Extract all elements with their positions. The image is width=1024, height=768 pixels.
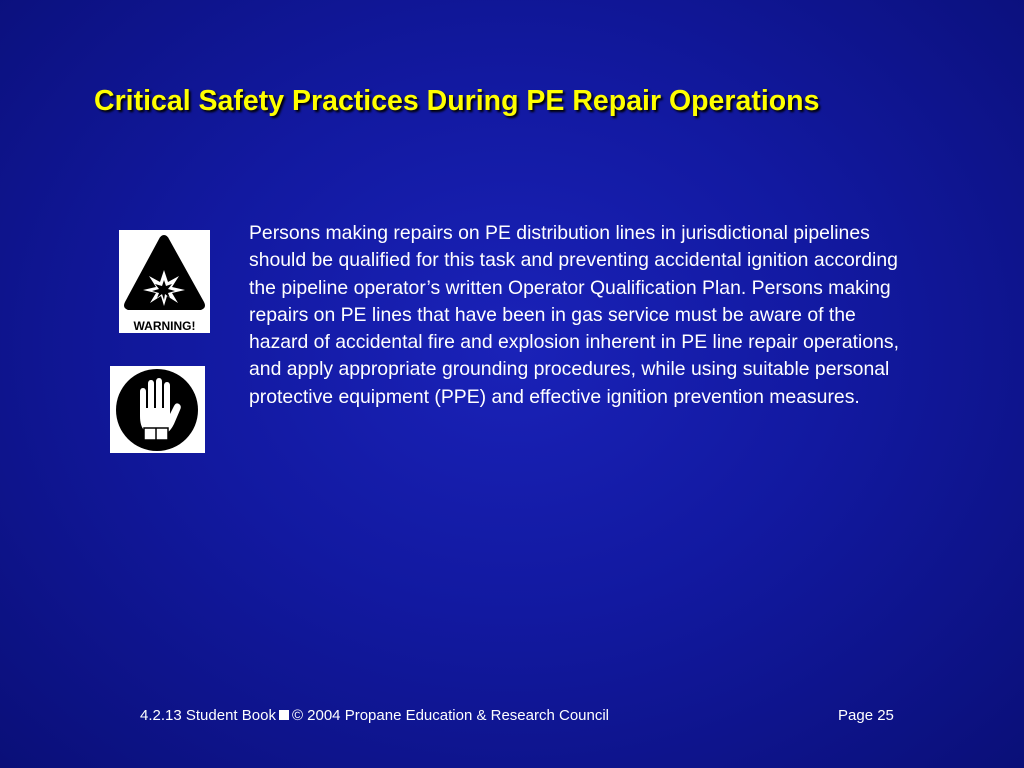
page-number: Page 25 bbox=[838, 707, 894, 724]
warning-label: WARNING! bbox=[133, 319, 196, 333]
footer-book-label: 4.2.13 Student Book bbox=[140, 707, 276, 724]
warning-triangle-graphic bbox=[119, 230, 210, 333]
footer-credits bbox=[140, 707, 609, 725]
body-paragraph: Persons making repairs on PE distribution lines in jurisdictional pipelines should be qualified for this task and preventing accidental ignition according the pipeline operator’s written Operator Qualification Plan. Persons making repairs on PE lines that have been in gas service must be aware of the hazard of accidental fire and explosion inherent in PE line repair operations, and apply appropriate grounding procedures, while using suitable personal protective equipment (PPE) and effective ignition prevention measures. bbox=[249, 222, 899, 408]
explosion-warning-icon bbox=[119, 230, 210, 333]
footer-copyright: © 2004 Propane Education & Research Council bbox=[291, 707, 610, 724]
protective-glove-icon bbox=[110, 366, 205, 453]
glove-graphic bbox=[110, 366, 205, 453]
square-bullet-icon bbox=[279, 710, 289, 720]
slide-title: Critical Safety Practices During PE Repair Operations bbox=[94, 85, 820, 117]
